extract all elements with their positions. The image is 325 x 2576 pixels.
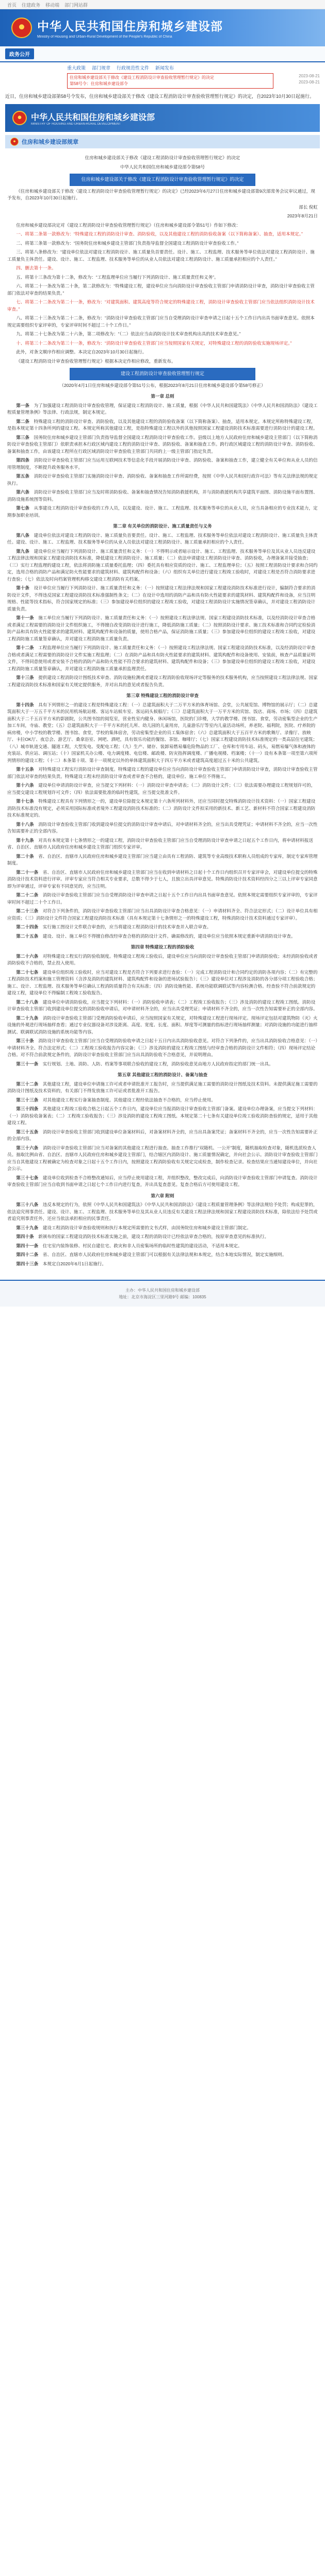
article-text: 实行规划、土地、消防、人防、档案等事项联合验收的建设工程，消防验收意见由地方人民政府指定的部门统一出具。 [42, 1061, 273, 1066]
article-number: 第三条 [16, 434, 29, 440]
chapter-5-heading: 第五章 其他建设工程的消防设计、备案与抽查 [117, 1072, 208, 1077]
article-paragraph [7, 908, 318, 922]
article-text: 消防设计审查验收主管部门应当运用互联网技术等信息化手段开展消防设计审查、消防验收、备案和抽查工作，建立健全有关单位和从业人员的信用管理制度，不断提升政务服务水平。 [7, 457, 318, 470]
article-number: 第二十九条 [16, 1015, 39, 1021]
highlight-date-1: 2023-08-21 [299, 74, 320, 78]
rules-title-box: 建设工程消防设计审查验收管理暂行规定 [70, 368, 255, 380]
article-text: 建设单位应当履行下列消防设计、施工质量责任和义务：（一）不得明示或者暗示设计、施工、工程监理、技术服务等单位及其从业人员违反建设工程法律法规和国家工程建设消防技术标准，降低建设工程消防设计、施工质量；（二）依法申请建设工程消防设计审查、消防验收，办理备案并接受抽查；（三）实行工程监理的建设工程，依法将消防施工质量委托监理；（四）委托具有相应资质的设计、施工、工程监理单位；（五）按照工程消防设计要求和合同约定，选用合格的消防产品和满足防火性能要求的建筑材料、建筑构配件和设备；（六）组织有关单位进行建设工程竣工验收时，对建设工程是否符合消防要求进行查验；（七）依法及时向档案管理机构移交建设工程消防有关档案。 [7, 548, 318, 582]
order-signature: 部长 倪虹 [299, 204, 318, 210]
article-number: 第四十一条 [16, 1243, 39, 1248]
section-bar [0, 46, 325, 62]
article-text: 对具有本规定第十七条情形之一的建设工程，消防设计审查验收主管部门应当自受理消防设计审查申请之日起五个工作日内，将申请材料报送省、自治区、直辖市人民政府住房和城乡建设主管部门组织专家评审。 [7, 837, 314, 850]
article-paragraph [7, 457, 318, 471]
article-number: 第十三条 [16, 675, 34, 680]
article-text: 实行施工图设计文件联合审查的，应当将建设工程消防设计的技术审查并入联合审查。 [42, 924, 212, 929]
article-number: 第十一条 [16, 615, 34, 620]
article-number: 第三十四条 [16, 1106, 39, 1111]
chapter-6-articles [7, 1201, 318, 1267]
subnav-item-policy[interactable]: 重大政策 [67, 65, 86, 71]
article-paragraph [7, 645, 318, 672]
article-paragraph [7, 1243, 318, 1250]
article-text: 建设、设计、施工单位不得擅自修改经审查合格的消防设计文件。确需修改的，建设单位应当依照本规定重新申请消防设计审查。 [42, 933, 296, 939]
chapter-6-heading: 第六章 附则 [151, 1193, 174, 1198]
article-number: 第三十六条 [16, 1145, 39, 1150]
article-paragraph [7, 674, 318, 688]
article-number: 第七条 [16, 505, 29, 511]
footer-line-1: 主办：中华人民共和国住房和城乡建设部 [125, 1288, 200, 1293]
article-text: 省、自治区、直辖市人民政府住房和城乡建设主管部门可以根据有关法律法规和本规定，结合本地实际情况，制定实施细则。 [42, 1252, 287, 1257]
article-text: 建设单位依法对建设工程消防设计、施工质量负首要责任。设计、施工、工程监理、技术服务等单位依法对建设工程消防设计、施工质量负主体责任。建设、设计、施工、工程监理、技术服务等单位的从业人员依法对建设工程消防设计、施工质量承担相应的个人责任。 [7, 532, 318, 545]
article-paragraph [7, 473, 318, 487]
article-text: 对其他建设工程实行备案抽查制度。其他建设工程经依法抽查不合格的，应当停止使用。 [42, 1097, 216, 1103]
chapter-4-heading: 第四章 特殊建设工程的消防验收 [131, 944, 194, 950]
article-text: 提供建设工程消防设计图纸技术审查、消防设施检测或者建设工程消防验收现场评定等服务的技术服务机构，应当按照建设工程法律法规、国家工程建设消防技术标准和国家有关规定提供服务，并对出具的意见或者报告负责。 [7, 675, 318, 687]
article-text: 国务院住房和城乡建设主管部门负责指导监督全国建设工程消防设计审查验收工作。县级以上地方人民政府住房和城乡建设主管部门（以下简称消防设计审查验收主管部门）依职责承担本行政区域内建设工程的消防设计审查、消防验收、备案和抽查工作。跨行政区域建设工程的消防设计审查、消防验收、备案和抽查工作，由该建设工程所在行政区域消防设计审查验收主管部门共同的上一级主管部门指定负责。 [7, 434, 318, 454]
chapter-1-heading: 第一章 总则 [151, 394, 174, 399]
subnav-item-normative[interactable]: 行政规范性文件 [117, 65, 150, 71]
article-text: 省、自治区、直辖市人民政府住房和城乡建设主管部门应当建立由具有工程消防、建筑等专业高级技术职称人员组成的专家库，制定专家库管理制度。 [7, 853, 318, 866]
highlight-date-2: 2023-08-21 [299, 80, 320, 84]
subnav-item-regulations[interactable]: 部门规章 [92, 65, 111, 71]
order-title-box: 住房和城乡建设部关于修改《建设工程消防设计审查验收管理暂行规定》的决定 [70, 174, 255, 186]
article-text: 建设单位申请消防验收，应当提交下列材料：（一）消防验收申请表；（二）工程竣工验收报告；（三）涉及消防的建设工程竣工图纸。消防设计审查验收主管部门收到建设单位提交的消防验收申请后，对申请材料齐全的，应当出具受理凭证；申请材料不齐全的，应当一次性告知需要补正的全部内容。 [7, 999, 318, 1011]
footer-line-2: 地址：北京市海淀区三里河路9号 邮编：100835 [119, 1295, 206, 1299]
topbar-link-affairs[interactable]: 住建政务 [22, 3, 41, 8]
article-number: 第一条 [16, 402, 29, 408]
decision-item: 一、将第二条第一款修改为：“特殊建设工程的消防设计审查、消防验收，以及其他建设工程的消防验收备案（以下简称备案）、抽查，适用本规定。” [16, 231, 303, 236]
highlight-box [67, 73, 273, 89]
order-date: 2023年8月21日 [287, 213, 318, 218]
article-paragraph [7, 1061, 318, 1068]
article-paragraph [7, 933, 318, 940]
article-paragraph [7, 999, 318, 1013]
article-text: 消防设计审查验收主管部门应当及时将消防验收、备案和抽查情况告知消防救援机构，并与消防救援机构共享建筑平面图、消防设施平面布置图、消防设施系统图等资料。 [7, 489, 318, 502]
article-number: 第四十三条 [16, 1261, 39, 1266]
article-number: 第三十八条 [16, 1202, 39, 1207]
article-number: 第二十四条 [16, 924, 39, 929]
article-text: 建设单位组织竣工验收时，应当对建设工程是否符合下列要求进行查验：（一）完成工程消防设计和合同约定的消防各项内容；（二）有完整的工程消防技术档案和施工管理资料（含涉及消防的建筑材料、建筑构配件和设备的进场试验报告）；（三）建设单位对工程涉及消防的各分部分项工程验收合格；施工、设计、工程监理、技术服务等单位确认工程消防质量符合有关标准；（四）消防设施性能、系统功能联调联试等内容检测合格。经查验不符合前款规定的建设工程，建设单位不得编制工程竣工验收报告。 [7, 969, 318, 995]
article-text: 其他建设工程，建设单位申请施工许可或者申请批准开工报告时，应当提供满足施工需要的消防设计图纸及技术资料。未提供满足施工需要的消防设计图纸及技术资料的，有关部门不得发放施工许可证或者批准开工报告。 [7, 1081, 318, 1093]
article-text: 消防设计审查验收主管部门收到建设单位提交的消防设计审查申请后，对申请材料齐全的，应当出具受理凭证；申请材料不齐全的，应当一次性告知需要补正的全部内容。 [7, 821, 318, 834]
chapter-2-heading: 第二章 有关单位的消防设计、施工质量责任与义务 [113, 523, 212, 529]
article-number: 第三十三条 [16, 1097, 39, 1103]
article-paragraph [7, 615, 318, 642]
decision-republish: 《建设工程消防设计审查验收管理暂行规定》根据本决定作相应修改，重新发布。 [16, 358, 176, 364]
hero-subtitle: MINISTRY OF HOUSING AND URBAN-RURAL DEVELOPMENT [31, 122, 121, 126]
article-text: 省、自治区、直辖市人民政府住房和城乡建设主管部门应当在收到申请材料之日起十个工作日内组织召开专家评审会，对建设单位提交的特殊消防设计技术资料进行评审。评审专家应当符合相关专业要求，总数不得少于七人，且独立出具评审意见。特殊消防设计技术资料经四分之三以上评审专家同意即为评审通过，评审专家有不同意见的，应当注明。 [7, 869, 318, 889]
chapter-2-articles [7, 532, 318, 689]
highlight-link-2[interactable]: 第58号令：住房和城乡建设部令 [70, 81, 128, 86]
decision-item: 四、删去第十一条。 [16, 265, 56, 270]
article-number: 第四十二条 [16, 1252, 39, 1257]
decision-item: 十、将第三十二条改为第三十一条，修改为：“消防设计审查验收主管部门应当按照国家有关规定，对特殊建设工程的消防验收实施现场评定。” [16, 340, 292, 346]
decision-intro: 住房和城乡建设部决定对《建设工程消防设计审查验收管理暂行规定》（住房和城乡建设部令第51号）作如下修改： [16, 222, 241, 228]
decision-items [7, 231, 318, 347]
article-number: 第二十八条 [16, 999, 39, 1005]
article-paragraph [7, 798, 318, 819]
article-text: 消防设计审查验收主管部门应当自受理消防验收申请之日起十五日内出具消防验收意见。对符合下列条件的，应当出具消防验收合格意见：（一）申请材料齐全、符合法定形式；（二）工程竣工验收报告内容完备；（三）涉及消防的建设工程竣工图纸与经审查合格的消防设计文件相符；（四）现场评定结论合格。对不符合前款规定条件的，消防设计审查验收主管部门应当出具消防验收不合格意见，并说明理由。 [7, 1038, 318, 1057]
article-text: 为了加强建设工程消防设计审查验收管理，保证建设工程消防设计、施工质量，根据《中华人民共和国建筑法》《中华人民共和国消防法》《建设工程质量管理条例》等法律、行政法规，制定本规定。 [7, 402, 318, 415]
article-paragraph [7, 1038, 318, 1059]
article-text: 消防设计审查验收主管部门应当对备案的其他建设工程进行抽查。抽查工作推行“双随机、一公开”制度，随机抽取检查对象，随机选派检查人员。抽取比例由省、自治区、直辖市人民政府住房和城乡建设主管部门，结合辖区内消防设计、施工质量情况确定，并向社会公示。消防设计审查验收主管部门应当自其他建设工程被确定为检查对象之日起十五个工作日内，按照建设工程消防验收有关规定完成检查，制作检查记录。检查结果应当通知建设单位，并向社会公示。 [7, 1145, 318, 1171]
article-text: 特殊建设工程的消防设计审查、消防验收，以及其他建设工程的消防验收备案（以下简称备案）、抽查，适用本规定。本规定所称特殊建设工程，是指本规定第十四条所列的建设工程。本规定所称其他建设工程，是指特殊建设工程以外的其他按照国家工程建设消防技术标准需要进行消防设计的建设工程。 [7, 418, 318, 431]
decision-item: 三、将第八条修改为：“建设单位依法对建设工程消防设计、施工质量负首要责任。设计、施工、工程监理、技术服务等单位依法对建设工程消防设计、施工质量负主体责任。建设、设计、施工、工程监理、技术服务等单位的从业人员依法对建设工程消防设计、施工质量承担相应的个人责任。” [7, 249, 315, 262]
article-number: 第三十条 [16, 1038, 34, 1043]
article-paragraph [7, 434, 318, 455]
subnav-item-news[interactable]: 新闻发布 [155, 65, 174, 71]
highlight-link-1[interactable]: 住房和城乡建设部关于修改《建设工程消防设计审查验收管理暂行规定》的决定 [70, 75, 214, 80]
regulation-emblem-icon [10, 138, 19, 146]
topbar-link-home[interactable]: 首页 [7, 3, 17, 8]
order-line-2: 中华人民共和国住房和城乡建设部令第58号 [120, 164, 205, 170]
article-number: 第四条 [16, 457, 29, 463]
article-paragraph [7, 821, 318, 835]
article-text: 施工单位应当履行下列消防设计、施工质量责任和义务：（一）按照建设工程法律法规、国家工程建设消防技术标准，以及经消防设计审查合格或者满足工程需要的消防设计文件组织施工，不得擅自改变消防设计进行施工，降低消防施工质量；（二）按照消防设计要求、施工技术标准和合同约定检验消防产品和具有防火性能要求的建筑材料、建筑构配件和设备的质量，使用合格产品，保证消防施工质量；（三）参加建设单位组织的建设工程竣工验收，对建设工程消防施工质量签章确认，并对建设工程消防施工质量负责。 [7, 615, 316, 641]
article-paragraph [7, 1129, 318, 1143]
article-number: 第四十条 [16, 1234, 34, 1239]
article-number: 第二十六条 [16, 953, 39, 959]
article-text: 工程监理单位应当履行下列消防设计、施工质量责任和义务：（一）按照建设工程法律法规、国家工程建设消防技术标准，以及经消防设计审查合格或者满足工程需要的消防设计文件实施工程监理；（二）在消防产品和具有防火性能要求的建筑材料、建筑构配件和设备使用、安装前，核查产品质量证明文件，不得同意使用或者安装不合格的消防产品和防火性能不符合要求的建筑材料、建筑构配件和设备；（三）参加建设单位组织的建设工程竣工验收，对建设工程消防施工质量签章确认，并对建设工程消防施工质量承担监理责任。 [7, 645, 316, 671]
article-paragraph [7, 837, 318, 851]
article-paragraph [7, 892, 318, 906]
sub-navigation [0, 62, 325, 71]
site-banner [0, 9, 325, 46]
chapter-3-heading: 第三章 特殊建设工程的消防设计审查 [126, 693, 199, 698]
article-number: 第十四条 [16, 702, 34, 707]
article-number: 第三十七条 [16, 1175, 39, 1180]
article-number: 第十七条 [16, 799, 34, 804]
article-text: 消防设计审查验收主管部门应当自受理消防设计审查申请之日起十五个工作日内出具书面审查意见。依照本规定需要组织专家评审的，专家评审时间不超过二十个工作日。 [7, 892, 318, 905]
article-number: 第三十五条 [16, 1129, 39, 1134]
article-paragraph [7, 548, 318, 583]
article-paragraph [7, 1233, 318, 1241]
article-paragraph [7, 969, 318, 997]
order-line-1: 住房和城乡建设部关于修改《建设工程消防设计审查验收管理暂行规定》的决定 [85, 155, 240, 160]
decision-item: 六、将第二十一条改为第二十条，第二款修改为：“特殊建设工程，建设单位应当向消防设计审查验收主管部门申请消防设计审查，消防设计审查验收主管部门依法对审查的结果负责。” [7, 283, 315, 296]
national-emblem-icon [11, 18, 32, 38]
article-text: 消防设计审查验收主管部门受理消防验收申请后，应当按照国家有关规定，对特殊建设工程进行现场评定。现场评定包括对建筑物防（灭）火设施的外观进行现场抽样查看；通过专业仪器设备对涉及距离、高度、宽度、长度、面积、厚度等可测量的指标进行现场抽样测量；对消防设施的功能进行抽样测试、联调联试消防设施的系统功能等内容。 [7, 1015, 318, 1035]
article-text: 建设单位收到检查不合格整改通知后，应当停止使用建设工程，并组织整改，整改完成后，向消防设计审查验收主管部门申请复查。消防设计审查验收主管部门应当自收到书面申请之日起七个工作日内进行复查，并出具复查意见。复查合格后方可使用建设工程。 [7, 1175, 318, 1187]
article-paragraph [7, 1081, 318, 1095]
article-number: 第三十二条 [16, 1081, 39, 1087]
article-number: 第二十条 [16, 853, 34, 859]
decision-closing: 此外，对条文顺序作相应调整。本决定自2023年10月30日起施行。 [16, 349, 147, 354]
article-paragraph [7, 402, 318, 416]
decision-item: 七、将第二十二条改为第二十一条，修改为：“对建筑面积、建筑高度等符合规定的特殊建设工程，消防设计审查验收主管部门应当依法组织消防设计技术审查。” [7, 299, 315, 312]
article-text: 消防设计审查验收主管部门收到建设单位备案材料后，对备案材料齐全的，应当出具备案凭证；备案材料不齐全的，应当一次性告知需要补正的全部内容。 [7, 1129, 318, 1141]
article-number: 第十条 [16, 585, 29, 590]
highlight-dates [299, 73, 320, 89]
hero-header [5, 104, 320, 132]
article-number: 第十八条 [16, 821, 34, 827]
article-text: 建设工程消防设计审查验收规则和执行本规定所需要的文书式样，由国务院住房和城乡建设主管部门制定。 [42, 1225, 251, 1230]
article-number: 第十六条 [16, 783, 34, 788]
decision-item: 八、将第二十三条改为第二十二条，修改为：“消防设计审查验收主管部门应当自受理消防设计审查申请之日起十五个工作日内出具书面审查意见。依照本规定需要组织专家评审的，专家评审时间不超过二十个工作日。” [7, 315, 315, 328]
article-paragraph [7, 1097, 318, 1104]
article-text: 设计单位应当履行下列消防设计、施工质量责任和义务：（一）按照建设工程法律法规和国家工程建设消防技术标准进行设计，编制符合要求的消防设计文件，不得违反国家工程建设消防技术标准强制性条文；（二）在设计中选用的消防产品和具有防火性能要求的建筑材料、建筑构配件和设备，应当注明规格、性能等技术指标，符合国家规定的标准；（三）参加建设单位组织的建设工程竣工验收，对建设工程消防设计实施情况签章确认，并对建设工程消防设计质量负责。 [7, 585, 316, 612]
chapter-5-articles [7, 1081, 318, 1189]
article-text: 特殊建设工程具有下列情形之一的，建设单位除提交本规定第十六条所列材料外，还应当同时提交特殊消防设计技术资料：（一）国家工程建设消防技术标准没有规定，必须采用国际标准或者境外工程建设消防技术标准的；（二）消防设计文件拟采用的新技术、新工艺、新材料不符合国家工程建设消防技术标准规定的。 [7, 799, 316, 818]
article-paragraph [7, 1106, 318, 1127]
article-paragraph [7, 532, 318, 546]
site-title[interactable]: 中华人民共和国住房和城乡建设部 [37, 20, 223, 33]
article-paragraph [7, 418, 318, 432]
article-number: 第二十五条 [16, 933, 39, 939]
article-paragraph [7, 766, 318, 780]
chapter-3-articles [7, 702, 318, 940]
lead-paragraph: 近日，住房和城乡建设部第58号令发布，住房和城乡建设部关于修改《建设工程消防设计审查验收管理暂行规定》的决定，自2023年10月30日起施行。 [5, 94, 315, 99]
decision-item: 九、将第二十七条改为第二十六条，第二项修改为：“（二）依法应当由消防设计技术审查机构出具的技术审查意见。” [16, 331, 241, 336]
hero-title: 中华人民共和国住房和城乡建设部 [31, 113, 155, 122]
article-number: 第九条 [16, 548, 29, 554]
article-text: 对符合下列条件的，消防设计审查验收主管部门应当出具消防设计审查合格意见：（一）申请材料齐全、符合法定形式；（二）设计单位具有相应资质；（三）消防设计文件符合国家工程建设消防技术标准（具有本规定第十七条情形之一的特殊建设工程，特殊消防设计技术资料通过专家评审）。 [7, 908, 318, 921]
article-number: 第十九条 [16, 837, 34, 843]
topbar-link-mobile[interactable]: 移动端 [45, 3, 60, 8]
article-paragraph [7, 585, 318, 613]
article-text: 对特殊建设工程实行消防设计审查制度。特殊建设工程的建设单位应当向消防设计审查验收主管部门申请消防设计审查，消防设计审查验收主管部门依法对审查的结果负责。特殊建设工程未经消防设计审查或者审查不合格的，建设单位、施工单位不得施工。 [7, 767, 318, 779]
article-number: 第六条 [16, 489, 29, 495]
article-number: 第十五条 [16, 767, 34, 772]
article-paragraph [7, 1145, 318, 1173]
article-number: 第三十一条 [16, 1061, 39, 1066]
chapter-1-articles [7, 402, 318, 519]
order-body: 《住房和城乡建设部关于修改〈建设工程消防设计审查验收管理暂行规定〉的决定》已经2023年6月27日住房和城乡建设部第9次部常务会议审议通过，现予发布，自2023年10月30日起施行。 [7, 188, 315, 200]
regulation-bar-label: 住房和城乡建设部规章 [22, 139, 78, 145]
article-text: 建设单位申请消防设计审查，应当提交下列材料：（一）消防设计审查申请表；（二）消防设计文件；（三）依法需要办理建设工程规划许可的，应当提交建设工程规划许可文件；（四）依法需要批准的临时性建筑，应当提交批准文件。 [7, 783, 316, 795]
article-number: 第二十三条 [16, 908, 39, 913]
hero-emblem-icon [12, 111, 27, 125]
top-utility-bar [0, 0, 325, 9]
article-number: 第三十九条 [16, 1225, 39, 1230]
article-text: 从事建设工程消防设计审查验收的工作人员，以及建设、设计、施工、工程监理、技术服务等单位的从业人员，应当具备相应的专业技术能力，定期参加职业培训。 [7, 505, 318, 518]
article-text: 住宅室内装饰装修、村民自建住宅、救灾和非人员密集场所的临时性建筑的建设活动，不适用本规定。 [42, 1243, 242, 1248]
site-subtitle: Ministry of Housing and Urban-Rural Development of the People's Republic of China [37, 35, 172, 39]
article-paragraph [7, 489, 318, 503]
section-tag[interactable]: 政务公开 [5, 48, 34, 59]
article-text: 违反本规定的行为，依照《中华人民共和国建筑法》《中华人民共和国消防法》《建设工程质量管理条例》等法律法规给予处罚；构成犯罪的，依法追究刑事责任。建设、设计、施工、工程监理、技术服务等单位及其从业人员违反有关建设工程法律法规和国家工程建设消防技术标准，除依法给予处罚或者追究刑事责任外，还应当依法承担相应的民事责任。 [7, 1202, 318, 1221]
article-content [0, 148, 325, 1275]
regulation-bar [5, 135, 320, 148]
article-text: 具有下列情形之一的建设工程是特殊建设工程：（一）总建筑面积大于二万平方米的体育场馆、会堂，公共展览馆、博物馆的展示厅；（二）总建筑面积大于一万五千平方米的民用机场航站楼、客运车站候车室、客运码头候船厅；（三）总建筑面积大于一万平方米的宾馆、饭店、商场、市场；（四）总建筑面积大于二千五百平方米的影剧院，公共图书馆的阅览室，营业性室内健身、休闲场馆，医院的门诊楼，大学的教学楼、图书馆、食堂，劳动密集型企业的生产加工车间，寺庙、教堂；（五）总建筑面积大于一千平方米的托儿所、幼儿园的儿童用房，儿童游乐厅等室内儿童活动场所，养老院、福利院，医院、疗养院的病房楼，中小学校的教学楼、图书馆、食堂，学校的集体宿舍，劳动密集型企业的员工集体宿舍；（六）总建筑面积大于五百平方米的歌舞厅、录像厅、放映厅、卡拉OK厅、夜总会、游艺厅、桑拿浴室、网吧、酒吧，具有娱乐功能的餐馆、茶馆、咖啡厅；（七）国家工程建设消防技术标准规定的一类高层住宅建筑；（八）城市轨道交通、隧道工程，大型发电、变配电工程；（九）生产、储存、装卸易燃易爆危险物品的工厂、仓库和专用车站、码头，易燃易爆气体和液体的充装站、供应站、调压站；（十）国家机关办公楼、电力调度楼、电信楼、邮政楼、防灾指挥调度楼、广播电视楼、档案楼；（十一）设有本条第一项至第六项所列情形的建设工程；（十二）本条第十项、第十一项规定以外的单体建筑面积大于四万平方米或者建筑高度超过五十米的公共建筑。 [7, 702, 318, 763]
article-number: 第十二条 [16, 645, 34, 650]
article-number: 第二十一条 [16, 869, 39, 875]
article-number: 第八条 [16, 532, 29, 538]
article-paragraph [7, 505, 318, 519]
article-paragraph [7, 1261, 318, 1268]
decision-item: 二、将第三条第一款修改为：“国务院住房和城乡建设主管部门负责指导监督全国建设工程消防设计审查验收工作。” [16, 240, 239, 246]
page-footer [0, 1280, 325, 1307]
article-text: 本规定自2020年6月1日起施行。 [42, 1261, 106, 1266]
article-paragraph [7, 702, 318, 765]
article-paragraph [7, 869, 318, 890]
article-text: 新颁布的国家工程建设消防技术标准实施之前，建设工程的消防设计已经依法审查合格的，按原审查意见的标准执行。 [38, 1234, 269, 1239]
article-paragraph [7, 1225, 318, 1232]
article-paragraph [7, 924, 318, 931]
topbar-link-sites[interactable]: 部门网站群 [64, 3, 88, 8]
article-paragraph [7, 1175, 318, 1189]
article-paragraph [7, 1015, 318, 1036]
article-paragraph [7, 953, 318, 967]
article-paragraph [7, 1251, 318, 1259]
article-number: 第二条 [16, 418, 29, 424]
article-text: 其他建设工程竣工验收合格之日起五个工作日内，建设单位应当报消防设计审查验收主管部门备案。建设单位办理备案，应当提交下列材料：（一）消防验收备案表；（二）工程竣工验收报告；（三）涉及消防的建设工程竣工图纸。本规定第二十七条有关建设单位竣工验收消防查验的规定，适用于其他建设工程。 [7, 1106, 318, 1125]
rules-history: （2020年4月1日住房和城乡建设部令第51号公布，根据2023年8月21日住房和城乡建设部令第58号修正） [59, 382, 266, 388]
article-number: 第二十七条 [16, 969, 39, 975]
decision-item: 五、将第十三条改为第十二条，修改为：“工程监理单位应当履行下列消防设计、施工质量责任和义务”。 [16, 274, 219, 280]
article-text: 消防设计审查验收主管部门实施消防设计审查、消防验收、备案和抽查工作所需经费，按照《中华人民共和国行政许可法》等有关法律法规的规定执行。 [7, 473, 318, 486]
article-paragraph [7, 853, 318, 867]
article-paragraph [7, 782, 318, 796]
article-paragraph [7, 1201, 318, 1223]
article-text: 对特殊建设工程实行消防验收制度。特殊建设工程竣工验收后，建设单位应当向消防设计审查验收主管部门申请消防验收；未经消防验收或者消防验收不合格的，禁止投入使用。 [7, 953, 318, 965]
article-number: 第二十二条 [16, 892, 39, 897]
article-number: 第五条 [16, 473, 29, 479]
chapter-4-articles [7, 953, 318, 1068]
highlight-row [0, 71, 325, 90]
